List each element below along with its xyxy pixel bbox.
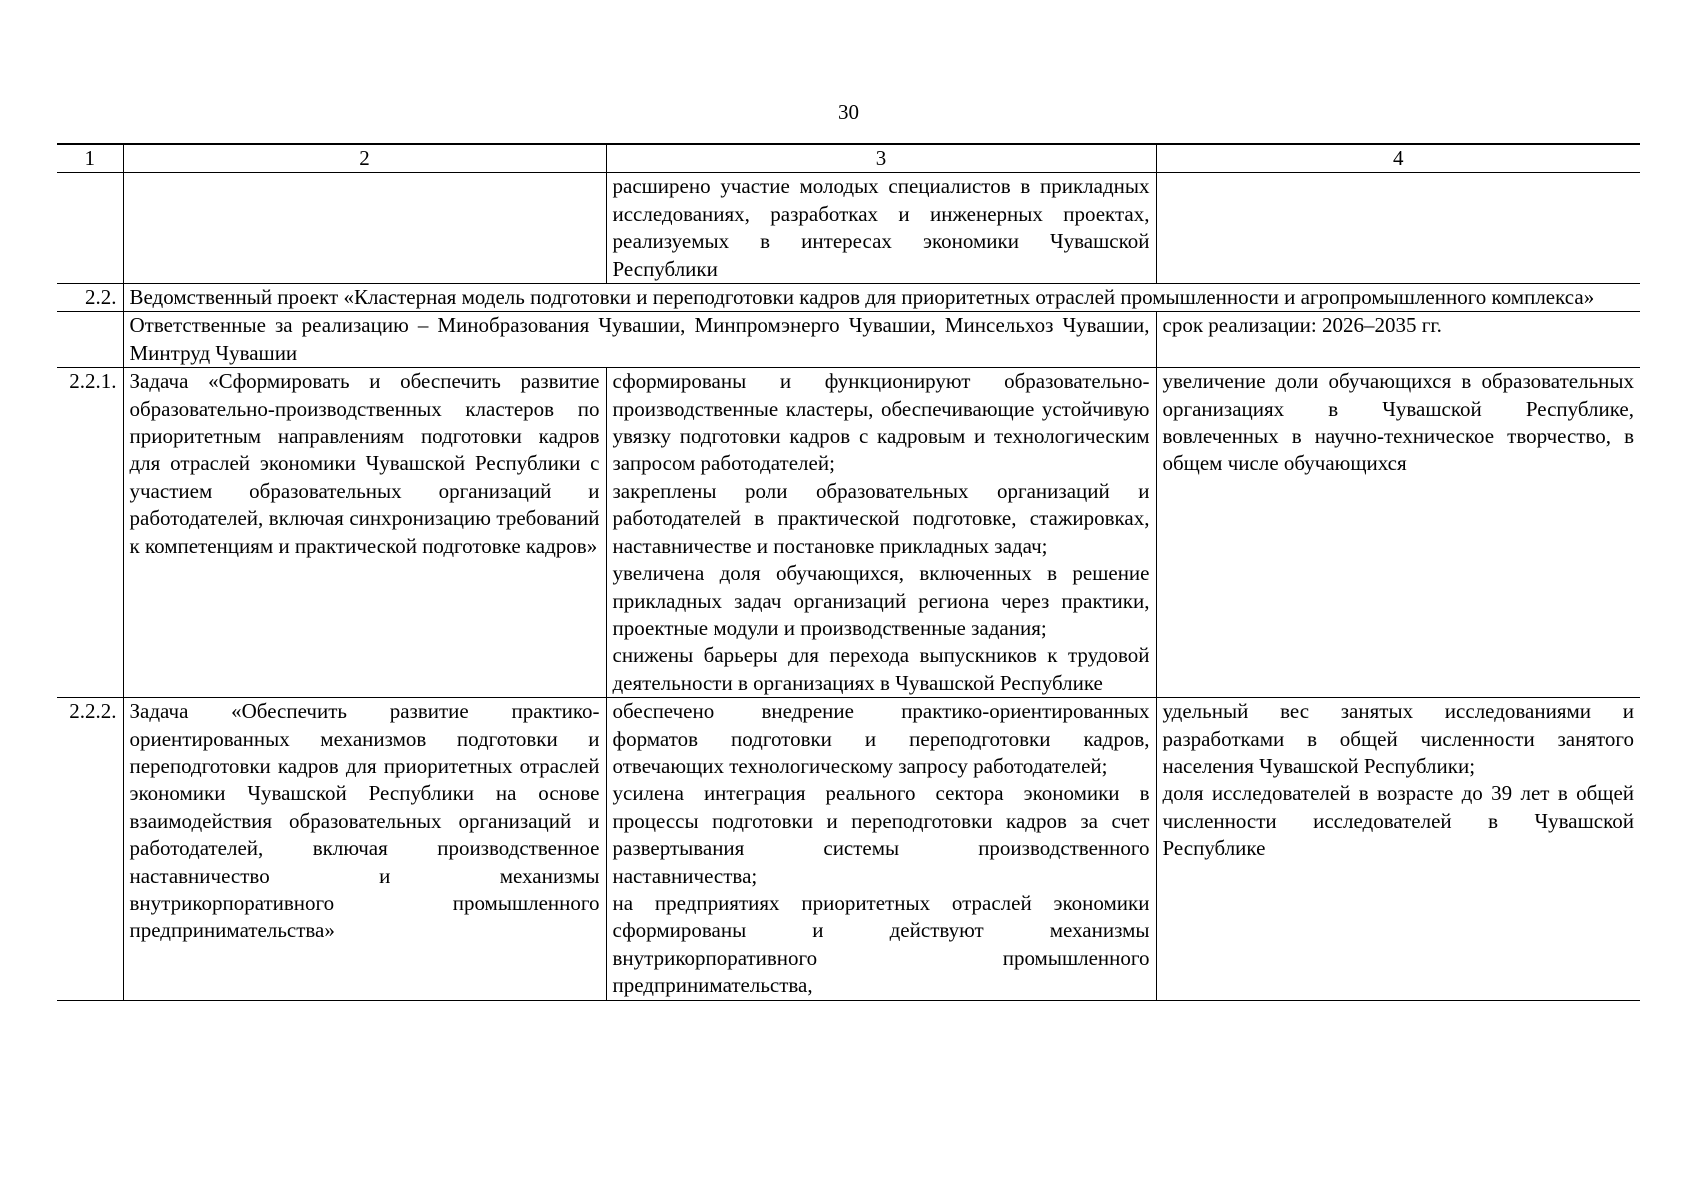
header-col-3: 3	[606, 144, 1156, 173]
table-header-row	[57, 144, 1640, 173]
row-number: 2.2.	[57, 284, 123, 312]
table-row-continuation	[57, 173, 1640, 284]
header-col-4: 4	[1156, 144, 1640, 173]
indicator-item: увеличение доли обучающихся в образовательных организациях в Чувашской Республике, вовлеченных в научно-техническое творчество, в общем числе обучающихся	[1162, 369, 1634, 476]
result-item: обеспечено внедрение практико-ориентированных форматов подготовки и переподготовки кадров, отвечающих технологическому запросу работодателей;	[612, 699, 1150, 778]
task-cell: Задача «Сформировать и обеспечить развитие образовательно-производственных кластеров по приоритетным направлениям подготовки кадров для отраслей экономики Чувашской Республики с участием образовательных организаций и работодателей, включая синхронизацию требований к компетенциям и практической подготовке кадров»	[123, 368, 606, 698]
result-item: снижены барьеры для перехода выпускников к трудовой деятельности в организациях в Чувашской Республике	[612, 643, 1150, 695]
result-item: увеличена доля обучающихся, включенных в решение прикладных задач организаций региона через практики, проектные модули и производственные задания;	[612, 561, 1150, 640]
page-number: 30	[838, 100, 859, 124]
indicator-item: доля исследователей в возрасте до 39 лет в общей численности исследователей в Чувашской Республике	[1162, 781, 1634, 861]
result-item: на предприятиях приоритетных отраслей экономики сформированы и действуют механизмы внутрикорпоративного промышленного предпринимательства,	[612, 890, 1150, 998]
row-number: 2.2.1.	[57, 368, 123, 698]
document-table	[57, 143, 1640, 1001]
results-cell	[606, 698, 1156, 1000]
results-cell	[606, 368, 1156, 698]
header-col-1: 1	[57, 144, 123, 173]
row-number: 2.2.2.	[57, 698, 123, 1000]
result-item: усилена интеграция реального сектора экономики в процессы подготовки и переподготовки кадров за счет развертывания системы производственного наставничества;	[612, 781, 1150, 888]
project-title-cell: Ведомственный проект «Кластерная модель подготовки и переподготовки кадров для приоритетных отраслей промышленности и агропромышленного комплекса»	[123, 284, 1640, 312]
indicator-item: удельный вес занятых исследованиями и разработками в общей численности занятого населения Чувашской Республики;	[1162, 699, 1634, 778]
responsible-cell: Ответственные за реализацию – Минобразования Чувашии, Минпромэнерго Чувашии, Минсельхоз Чувашии, Минтруд Чувашии	[123, 312, 1156, 368]
task-cell: Задача «Обеспечить развитие практико-ориентированных механизмов подготовки и переподготовки кадров для приоритетных отраслей экономики Чувашской Республики на основе взаимодействия образовательных организаций и работодателей, включая производственное наставничество и механизмы внутрикорпоративного промышленного предпринимательства»	[123, 698, 606, 1000]
result-item: закреплены роли образовательных организаций и работодателей в практической подготовке, стажировках, наставничестве и постановке прикладных задач;	[612, 478, 1150, 558]
indicators-cell	[1156, 698, 1640, 1000]
continuation-result-cell: расширено участие молодых специалистов в прикладных исследованиях, разработках и инженерных проектах, реализуемых в интересах экономики Чувашской Республики	[606, 173, 1156, 284]
cell-empty	[123, 173, 606, 284]
table-row-responsible	[57, 312, 1640, 368]
table-row-task-2-2-2	[57, 698, 1640, 1000]
cell-empty	[1156, 173, 1640, 284]
cell-empty	[57, 173, 123, 284]
result-item: сформированы и функционируют образовательно-производственные кластеры, обеспечивающие устойчивую увязку подготовки кадров с кадровым и технологическим запросом работодателей;	[612, 369, 1150, 476]
indicators-cell	[1156, 368, 1640, 698]
cell-empty	[57, 312, 123, 368]
period-cell: срок реализации: 2026–2035 гг.	[1156, 312, 1640, 368]
header-col-2: 2	[123, 144, 606, 173]
table-row-task-2-2-1	[57, 368, 1640, 698]
table-row-project	[57, 284, 1640, 312]
